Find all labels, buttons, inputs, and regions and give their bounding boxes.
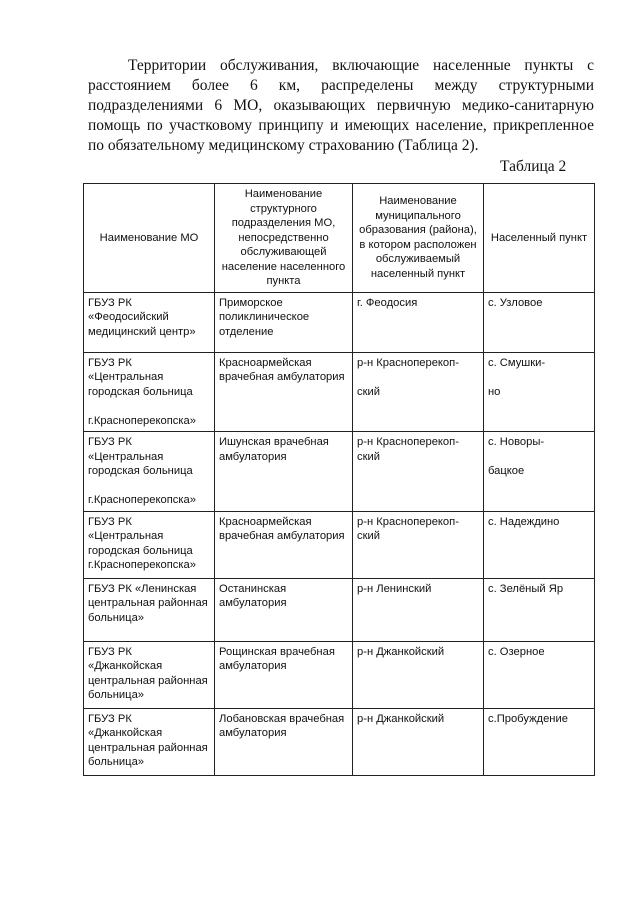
table-header-row: [84, 184, 595, 293]
cell-municipality: р-н Джанкойский: [353, 641, 484, 708]
cell-mo-name: ГБУЗ РК «Центральная городская больница г.Красноперекопска»: [84, 352, 215, 432]
cell-mo-name: ГБУЗ РК «Ленинская центральная районная больница»: [84, 578, 215, 641]
table-caption: Таблица 2: [500, 158, 567, 175]
cell-municipality: р-н Красноперекоп- ский: [353, 432, 484, 512]
table-row: [84, 432, 595, 512]
cell-structural-unit: Красноармейская врачебная амбулатория: [215, 352, 353, 432]
cell-structural-unit: Лобановская врачебная амбулатория: [215, 708, 353, 775]
header-settlement: Населенный пункт: [484, 184, 595, 293]
cell-mo-name: ГБУЗ РК «Центральная городская больница г.Красноперекопска»: [84, 511, 215, 578]
cell-municipality: р-н Красноперекоп- ский: [353, 511, 484, 578]
cell-mo-name: ГБУЗ РК «Джанкойская центральная районная больница»: [84, 641, 215, 708]
cell-settlement: с. Узловое: [484, 292, 595, 352]
cell-municipality: р-н Ленинский: [353, 578, 484, 641]
cell-mo-name: ГБУЗ РК «Феодосийский медицинский центр»: [84, 292, 215, 352]
cell-structural-unit: Останинская амбулатория: [215, 578, 353, 641]
cell-settlement: с. Зелёный Яр: [484, 578, 595, 641]
service-territory-table: [83, 183, 595, 776]
cell-municipality: р-н Джанкойский: [353, 708, 484, 775]
cell-mo-name: ГБУЗ РК «Центральная городская больница г.Красноперекопска»: [84, 432, 215, 512]
cell-structural-unit: Ишунская врачебная амбулатория: [215, 432, 353, 512]
cell-settlement: с. Новоры- бацкое: [484, 432, 595, 512]
cell-settlement: с.Пробуждение: [484, 708, 595, 775]
cell-settlement: с. Надеждино: [484, 511, 595, 578]
table-row: [84, 352, 595, 432]
cell-structural-unit: Красноармейская врачебная амбулатория: [215, 511, 353, 578]
cell-structural-unit: Рощинская врачебная амбулатория: [215, 641, 353, 708]
intro-paragraph: Территории обслуживания, включающие населенные пункты с расстоянием более 6 км, распределены между структурными подразделениями 6 МО, оказывающих первичную медико-санитарную помощь по участковому принципу и имеющих население, прикрепленное по обязательному медицинскому страхованию (Таблица 2).: [88, 57, 594, 154]
header-municipality: Наименование муниципального образования (района), в котором расположен обслуживаемый населенный пункт: [353, 184, 484, 293]
header-mo-name: Наименование МО: [84, 184, 215, 293]
table-row: [84, 578, 595, 641]
table-row: [84, 292, 595, 352]
cell-municipality: р-н Красноперекоп- ский: [353, 352, 484, 432]
cell-mo-name: ГБУЗ РК «Джанкойская центральная районная больница»: [84, 708, 215, 775]
table-row: [84, 708, 595, 775]
cell-municipality: г. Феодосия: [353, 292, 484, 352]
cell-settlement: с. Озерное: [484, 641, 595, 708]
table-row: [84, 511, 595, 578]
cell-structural-unit: Приморское поликлиническое отделение: [215, 292, 353, 352]
cell-settlement: с. Смушки- но: [484, 352, 595, 432]
header-structural-unit: Наименование структурного подразделения МО, непосредственно обслуживающей население населенного пункта: [215, 184, 353, 293]
table-row: [84, 641, 595, 708]
